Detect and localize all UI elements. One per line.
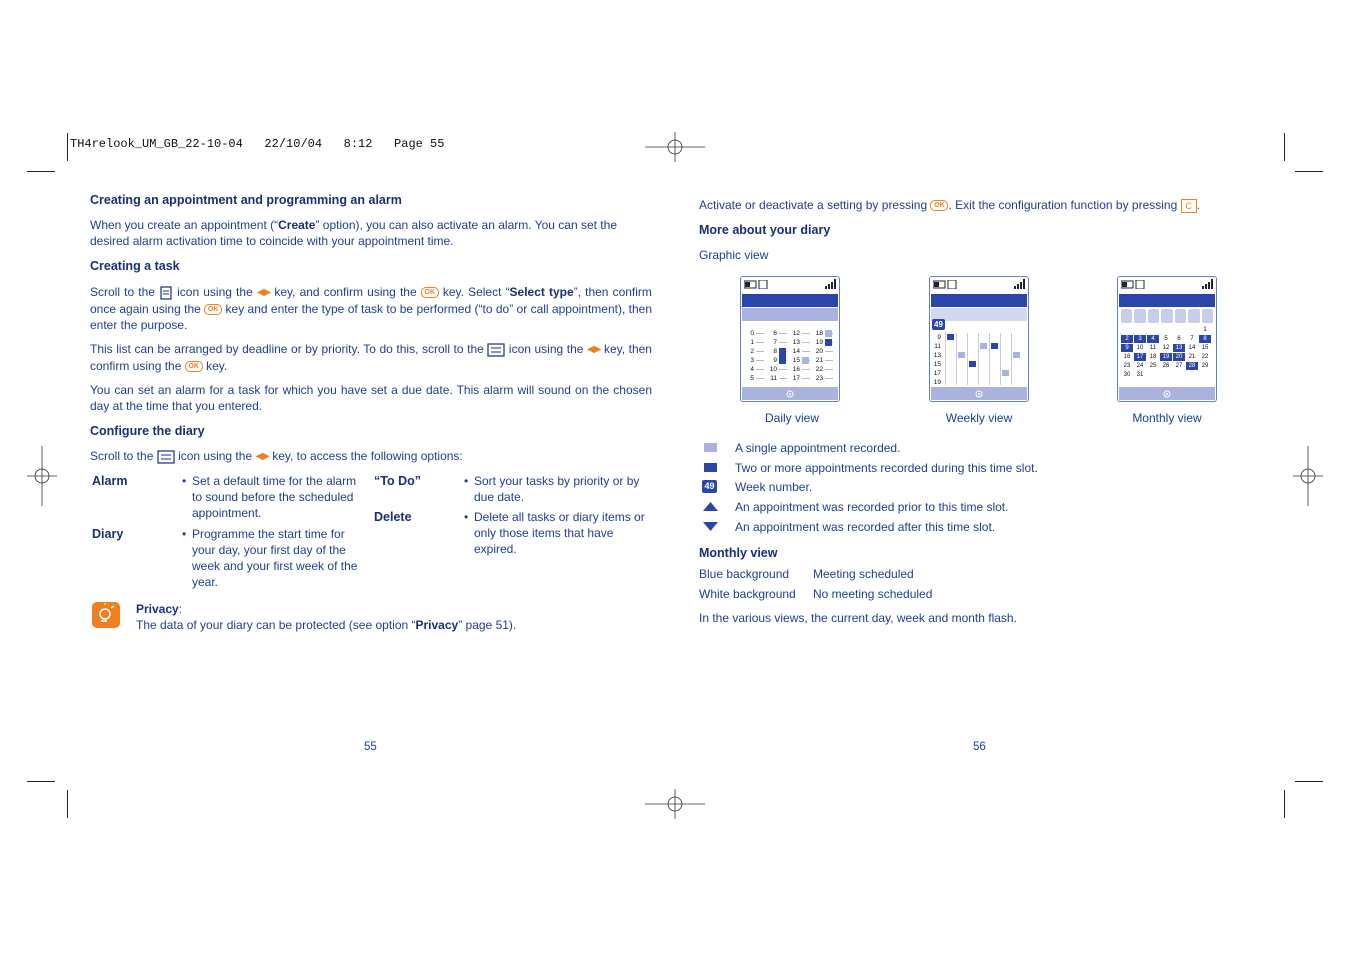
monthly-day-cell: 21 [1188, 354, 1196, 360]
weekly-day-column [1011, 333, 1012, 385]
daily-slot-line [756, 342, 764, 343]
daily-hour-label: 10 [769, 366, 777, 373]
week-number-badge: 49 [932, 319, 945, 330]
phone-weekly-view [929, 276, 1029, 402]
daily-hour-label: 3 [750, 357, 754, 364]
daily-slot-line [756, 360, 764, 361]
appointment-block [958, 352, 965, 358]
monthly-day-cell: 24 [1136, 363, 1144, 369]
monthly-day-cell [1173, 326, 1185, 334]
print-header: TH4relook_UM_GB_22-10-04 22/10/04 8:12 Page 55 [70, 137, 445, 151]
daily-slot-line [825, 369, 833, 370]
daily-slot-line [779, 378, 787, 379]
monthly-day-cell [1121, 326, 1133, 334]
navigation-key-icon [1161, 389, 1173, 399]
daily-slot-line [779, 342, 787, 343]
appointment-block [825, 330, 832, 337]
registration-mark-icon [27, 446, 57, 506]
ok-key-icon: OK [421, 287, 439, 298]
daily-hour-label: 1 [750, 339, 754, 346]
left-right-arrows-icon: ◀▶ [586, 343, 601, 355]
monthly-day-cell: 25 [1149, 363, 1157, 369]
monthly-day-cell [1147, 371, 1159, 379]
weekly-hour-label: 15 [933, 361, 941, 368]
bullet: • [464, 510, 469, 524]
monthly-day-cell [1134, 326, 1146, 334]
daily-hour-label: 17 [792, 375, 800, 382]
caption-daily: Daily view [764, 411, 819, 425]
weekly-hour-label: 13 [933, 352, 941, 359]
monthly-day-cell [1173, 371, 1185, 379]
diary-settings-icon [157, 450, 175, 464]
monthly-key-blue: Blue background [699, 567, 790, 581]
paragraph-appointment: When you create an appointment (“Create” option), you can also activate an alarm. You can set the desired alarm activation time to coincide with your appointment time. [90, 218, 617, 248]
daily-hour-label: 20 [815, 348, 823, 355]
daily-slot-line [825, 378, 833, 379]
monthly-day-cell: 1 [1203, 327, 1207, 333]
daily-hour-label: 2 [750, 348, 754, 355]
legend-single: A single appointment recorded. [735, 441, 901, 455]
weekly-day-column [1000, 333, 1001, 385]
monthly-day-cell: 23 [1123, 363, 1131, 369]
registration-mark-icon [1293, 446, 1323, 506]
clear-key-icon: C [1181, 199, 1197, 213]
daily-hour-label: 8 [773, 348, 777, 355]
appointment-block [1002, 370, 1009, 376]
monthly-day-cell [1186, 371, 1198, 379]
monthly-day-cell: 17 [1134, 353, 1146, 361]
paragraph-task-b: This list can be arranged by deadline or by priority. To do this, scroll to the icon using the ◀▶ key, then confirm using the OK key. [90, 342, 652, 373]
heading-monthly: Monthly view [699, 546, 778, 560]
daily-hour-label: 0 [750, 330, 754, 337]
caption-weekly: Weekly view [945, 411, 1013, 425]
appointment-block [947, 334, 954, 340]
weekly-day-column [967, 333, 968, 385]
registration-mark-icon [645, 132, 705, 162]
privacy-text: The data of your diary can be protected (see option “Privacy” page 51). [136, 618, 517, 632]
daily-slot-line [756, 378, 764, 379]
monthly-value-white: No meeting scheduled [813, 587, 933, 601]
monthly-day-cell: 15 [1201, 345, 1209, 351]
daily-slot-line [802, 351, 810, 352]
monthly-day-cell [1160, 371, 1172, 379]
graphic-view-label: Graphic view [699, 248, 769, 262]
option-label-delete: Delete [374, 510, 412, 524]
daily-hour-label: 21 [815, 357, 823, 364]
daily-hour-label: 7 [773, 339, 777, 346]
battery-icon [1121, 280, 1145, 289]
daily-hour-label: 11 [770, 375, 777, 382]
monthly-day-cell: 6 [1177, 336, 1181, 342]
daily-slot-line [756, 351, 764, 352]
option-label-todo: “To Do” [374, 474, 421, 488]
daily-hour-label: 13 [792, 339, 800, 346]
daily-hour-label: 6 [773, 330, 777, 337]
monthly-day-cell [1199, 371, 1211, 379]
appointment-block [802, 357, 809, 364]
daily-slot-line [802, 333, 810, 334]
monthly-day-cell: 28 [1186, 362, 1198, 370]
daily-hour-label: 4 [750, 366, 754, 373]
monthly-day-cell: 5 [1164, 336, 1168, 342]
weekly-hour-label: 17 [933, 370, 941, 377]
option-text-diary: Programme the start time for your day, your first day of the week and your first week of the year. [192, 527, 358, 589]
weekly-day-column [989, 333, 990, 385]
monthly-day-cell: 7 [1190, 336, 1194, 342]
ok-key-icon: OK [930, 200, 948, 211]
paragraph-configure: Scroll to the icon using the ◀▶ key, to access the following options: [90, 449, 463, 463]
monthly-day-cell: 3 [1134, 335, 1146, 343]
monthly-day-cell: 29 [1201, 363, 1209, 369]
down-triangle-icon [703, 522, 718, 531]
monthly-value-blue: Meeting scheduled [813, 567, 914, 581]
monthly-day-cell: 26 [1162, 363, 1170, 369]
monthly-day-cell: 9 [1121, 344, 1133, 352]
monthly-day-cell: 8 [1199, 335, 1211, 343]
monthly-day-cell: 2 [1121, 335, 1133, 343]
phone-monthly-view [1117, 276, 1217, 402]
monthly-day-cell: 27 [1175, 363, 1183, 369]
up-triangle-icon [703, 502, 718, 511]
diary-icon [159, 286, 173, 300]
monthly-day-cell [1147, 326, 1159, 334]
ok-key-icon: OK [204, 304, 222, 315]
daily-hour-label: 9 [773, 357, 777, 364]
monthly-day-cell: 31 [1136, 372, 1144, 378]
weekly-hour-label: 11 [934, 343, 941, 350]
appointment-block [980, 343, 987, 349]
multiple-appointments-icon [704, 463, 717, 472]
page-number-left: 55 [364, 741, 377, 753]
daily-slot-line [825, 351, 833, 352]
appointment-block [991, 343, 998, 349]
monthly-day-cell: 19 [1160, 353, 1172, 361]
daily-hour-label: 16 [792, 366, 800, 373]
left-right-arrows-icon: ◀▶ [256, 286, 271, 298]
weekly-day-column [956, 333, 957, 385]
daily-slot-line [756, 369, 764, 370]
daily-slot-line [802, 369, 810, 370]
left-right-arrows-icon: ◀▶ [255, 450, 269, 462]
appointment-block [779, 348, 786, 364]
weekly-day-column [945, 333, 946, 385]
privacy-title: Privacy: [136, 602, 183, 616]
monthly-day-cell [1160, 326, 1172, 334]
weekly-hour-label: 19 [933, 379, 941, 386]
option-label-diary: Diary [92, 527, 124, 541]
paragraph-task-c: You can set an alarm for a task for which you have set a due date. This alarm will sound on the chosen day at the time that you entered. [90, 383, 652, 413]
bullet: • [182, 474, 187, 488]
daily-slot-line [825, 360, 833, 361]
paragraph-activate: Activate or deactivate a setting by pressing OK . Exit the configuration function by pressing C . [699, 198, 1200, 212]
battery-icon [744, 280, 768, 289]
monthly-day-cell: 16 [1123, 354, 1131, 360]
monthly-day-cell [1186, 326, 1198, 334]
legend-multiple: Two or more appointments recorded during this time slot. [735, 461, 1038, 475]
daily-slot-line [802, 342, 810, 343]
option-text-delete: Delete all tasks or diary items or only those items that have expired. [474, 510, 645, 556]
single-appointment-icon [704, 443, 717, 452]
bullet: • [182, 527, 187, 541]
option-label-alarm: Alarm [92, 474, 128, 488]
monthly-key-white: White background [699, 587, 796, 601]
daily-slot-line [779, 333, 787, 334]
bullet: • [464, 474, 469, 488]
signal-icon [1014, 279, 1025, 289]
week-number-icon: 49 [702, 480, 717, 493]
todo-list-icon [487, 343, 505, 357]
signal-icon [825, 279, 836, 289]
daily-slot-line [756, 333, 764, 334]
heading-configure: Configure the diary [90, 424, 205, 438]
phone-daily-view [740, 276, 840, 402]
daily-hour-label: 5 [750, 375, 754, 382]
battery-icon [933, 280, 957, 289]
legend-after: An appointment was recorded after this time slot. [735, 520, 996, 534]
monthly-day-cell: 20 [1173, 353, 1185, 361]
navigation-key-icon [784, 389, 796, 399]
daily-hour-label: 15 [792, 357, 800, 364]
signal-icon [1202, 279, 1213, 289]
monthly-day-cell: 4 [1147, 335, 1159, 343]
daily-slot-line [779, 369, 787, 370]
page-number-right: 56 [973, 741, 986, 753]
monthly-day-cell: 18 [1149, 354, 1157, 360]
daily-hour-label: 14 [792, 348, 800, 355]
monthly-day-cell: 22 [1201, 354, 1209, 360]
legend-prior: An appointment was recorded prior to this time slot. [735, 500, 1009, 514]
ok-key-icon: OK [185, 361, 203, 372]
monthly-day-cell: 12 [1162, 345, 1170, 351]
monthly-day-cell: 11 [1149, 345, 1157, 351]
daily-hour-label: 23 [815, 375, 823, 382]
caption-monthly: Monthly view [1132, 411, 1202, 425]
registration-mark-icon [645, 789, 705, 819]
monthly-day-cell: 13 [1173, 344, 1185, 352]
option-text-todo: Sort your tasks by priority or by due date. [474, 474, 640, 504]
daily-hour-label: 19 [815, 339, 823, 346]
heading-task: Creating a task [90, 259, 180, 273]
paragraph-flash: In the various views, the current day, week and month flash. [699, 611, 1017, 625]
appointment-block [1013, 352, 1020, 358]
monthly-day-cell: 10 [1136, 345, 1144, 351]
weekly-hour-label: 9 [937, 334, 941, 341]
paragraph-task-a: Scroll to the icon using the ◀▶ key, and confirm using the OK key. Select “Select type”, then confirm once again using the OK key and enter the type of task to be performed (“to do” or call appointment), then enter the purpose. [90, 285, 652, 332]
option-text-alarm: Set a default time for the alarm to sound before the scheduled appointment. [192, 474, 357, 520]
appointment-block [969, 361, 976, 367]
monthly-day-cell: 30 [1123, 372, 1131, 378]
daily-hour-label: 18 [815, 330, 823, 337]
legend-week: Week number. [735, 480, 813, 494]
appointment-block [825, 339, 832, 346]
daily-hour-label: 12 [792, 330, 800, 337]
daily-slot-line [802, 378, 810, 379]
daily-hour-label: 22 [815, 366, 823, 373]
heading-appointment: Creating an appointment and programming an alarm [90, 193, 402, 207]
weekly-day-column [978, 333, 979, 385]
monthly-day-cell: 14 [1188, 345, 1196, 351]
navigation-key-icon [973, 389, 985, 399]
heading-more: More about your diary [699, 223, 831, 237]
tip-lightbulb-icon [92, 602, 120, 628]
